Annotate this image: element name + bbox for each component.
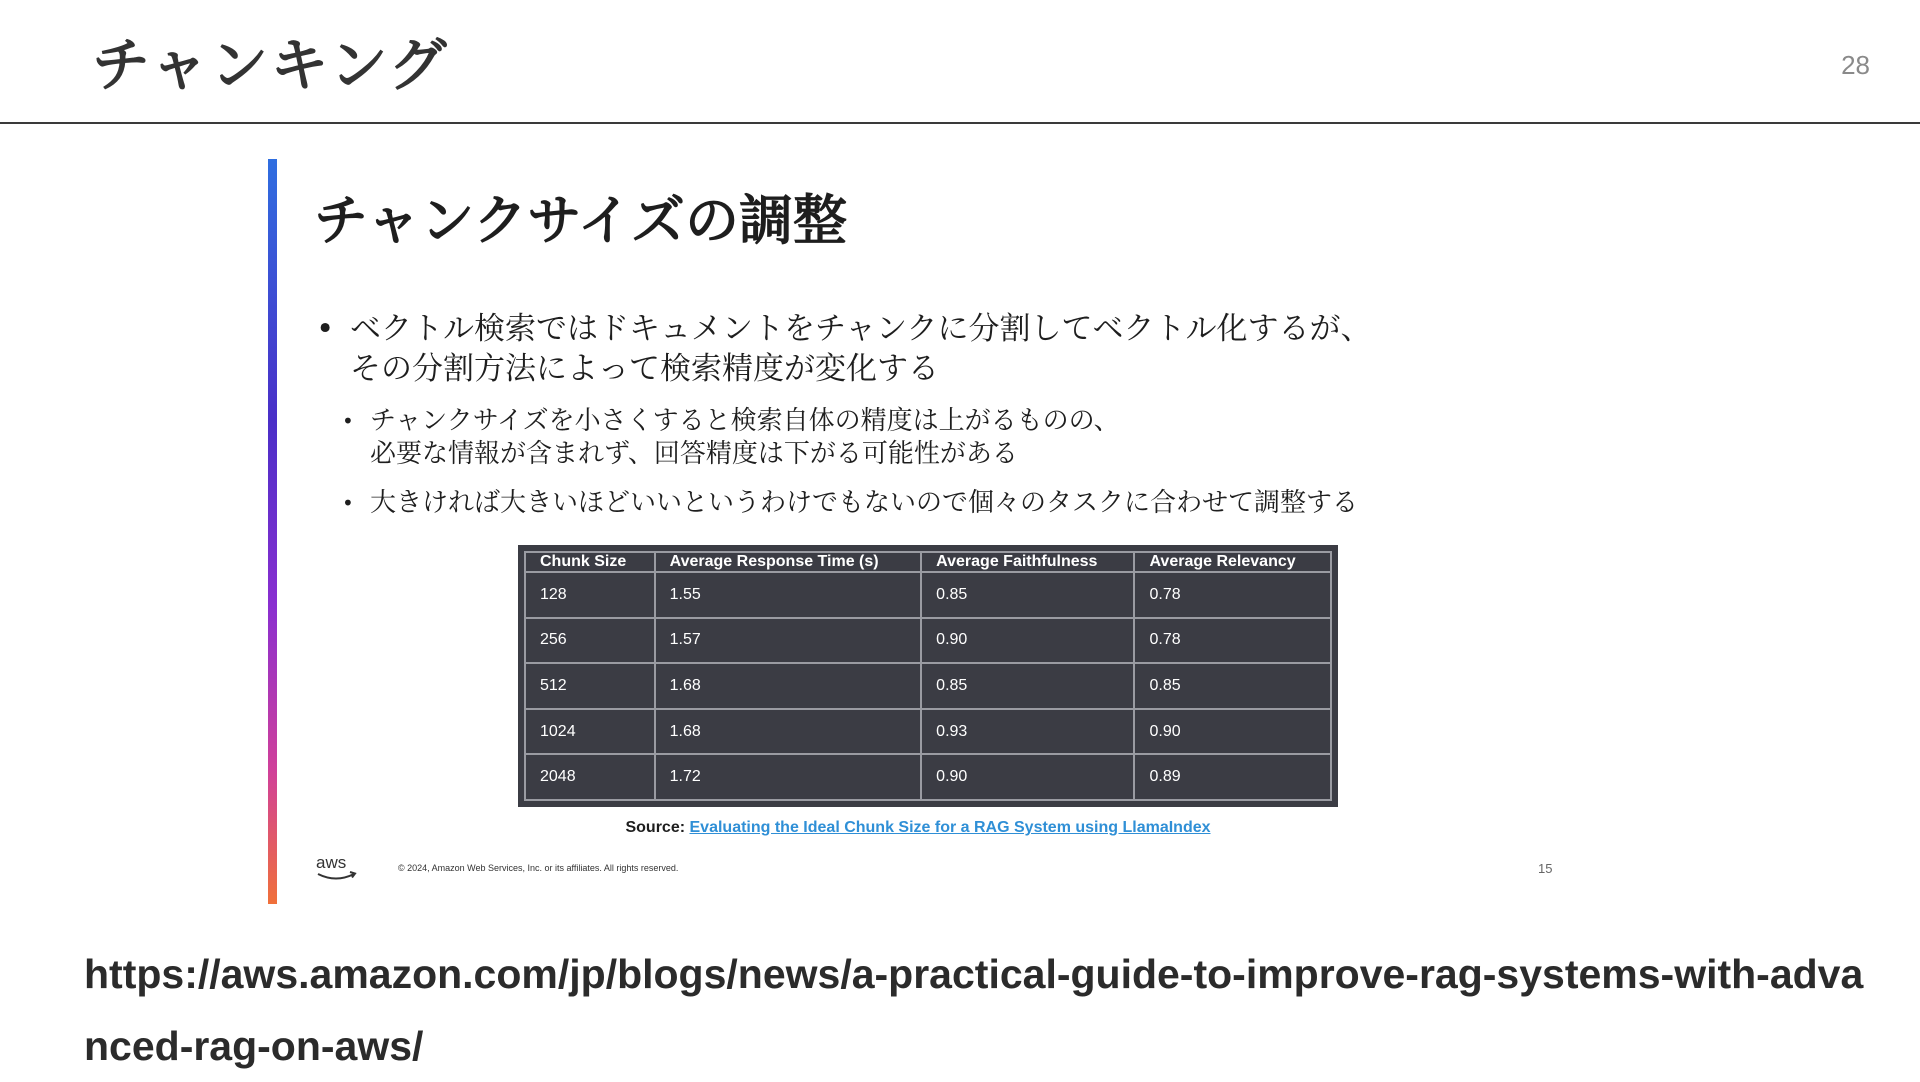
table-cell: 1.72 xyxy=(655,754,922,800)
table-row xyxy=(525,709,1331,755)
table-cell: 256 xyxy=(525,618,655,664)
table-row xyxy=(525,618,1331,664)
table-cell: 0.90 xyxy=(921,754,1134,800)
bullet-sub-1-line-2: 必要な情報が含まれず、回答精度は下がる可能性がある xyxy=(370,439,1018,469)
table-header-cell: Chunk Size xyxy=(525,552,655,572)
table-cell: 128 xyxy=(525,572,655,618)
table-cell: 1.55 xyxy=(655,572,922,618)
table-cell: 2048 xyxy=(525,754,655,800)
table-cell: 0.93 xyxy=(921,709,1134,755)
table-cell: 0.85 xyxy=(1134,663,1331,709)
slide-page-number: 15 xyxy=(1538,861,1553,876)
table-header-cell: Average Faithfulness xyxy=(921,552,1134,572)
bullet-dot: • xyxy=(316,311,335,347)
page-title: チャンキング xyxy=(92,31,449,99)
bullet-main-line-1: ベクトル検索ではドキュメントをチャンクに分割してベクトル化するが、 xyxy=(350,311,1372,347)
aws-logo-text: aws xyxy=(316,853,347,872)
bullet-sub-1 xyxy=(310,405,1490,471)
table-row xyxy=(525,754,1331,800)
source-url-caption[interactable]: https://aws.amazon.com/jp/blogs/news/a-practical-guide-to-improve-rag-systems-with-advanced-rag-on-aws/ xyxy=(84,951,1864,1069)
bullet-dot: • xyxy=(342,409,354,433)
slide-accent-bar xyxy=(268,159,277,904)
embedded-slide-image xyxy=(268,159,1568,904)
table-header-row xyxy=(525,552,1331,572)
header-divider xyxy=(0,122,1920,124)
bullet-sub-2-line-1: 大きければ大きいほどいいというわけでもないので個々のタスクに合わせて調整する xyxy=(370,488,1359,518)
aws-logo-icon xyxy=(314,852,362,884)
source-citation xyxy=(268,819,1568,837)
bullet-sub-1-line-1: チャンクサイズを小さくすると検索自体の精度は上がるものの、 xyxy=(370,406,1120,436)
table-cell: 512 xyxy=(525,663,655,709)
copyright-text: © 2024, Amazon Web Services, Inc. or its affiliates. All rights reserved. xyxy=(398,863,679,873)
table-header-cell: Average Response Time (s) xyxy=(655,552,922,572)
bullet-main xyxy=(310,309,1490,389)
bullet-sub-2 xyxy=(310,487,1490,520)
table-cell: 0.90 xyxy=(921,618,1134,664)
table-cell: 1024 xyxy=(525,709,655,755)
bullet-dot: • xyxy=(342,491,354,515)
slide-bullet-list xyxy=(310,309,1490,520)
table-row xyxy=(525,663,1331,709)
table-cell: 0.85 xyxy=(921,572,1134,618)
bullet-main-line-2: その分割方法によって検索精度が変化する xyxy=(350,351,939,387)
chunk-size-table-container xyxy=(518,545,1338,807)
table-header-cell: Average Relevancy xyxy=(1134,552,1331,572)
slide-title: チャンクサイズの調整 xyxy=(314,189,847,252)
source-label: Source: xyxy=(625,819,686,836)
table-cell: 0.78 xyxy=(1134,618,1331,664)
chunk-size-table xyxy=(524,551,1332,801)
table-cell: 0.85 xyxy=(921,663,1134,709)
source-link[interactable]: Evaluating the Ideal Chunk Size for a RAG System using LlamaIndex xyxy=(689,819,1211,836)
table-cell: 1.57 xyxy=(655,618,922,664)
table-cell: 0.90 xyxy=(1134,709,1331,755)
table-cell: 0.78 xyxy=(1134,572,1331,618)
table-cell: 0.89 xyxy=(1134,754,1331,800)
table-cell: 1.68 xyxy=(655,663,922,709)
table-row xyxy=(525,572,1331,618)
page-number: 28 xyxy=(1841,50,1870,80)
table-cell: 1.68 xyxy=(655,709,922,755)
